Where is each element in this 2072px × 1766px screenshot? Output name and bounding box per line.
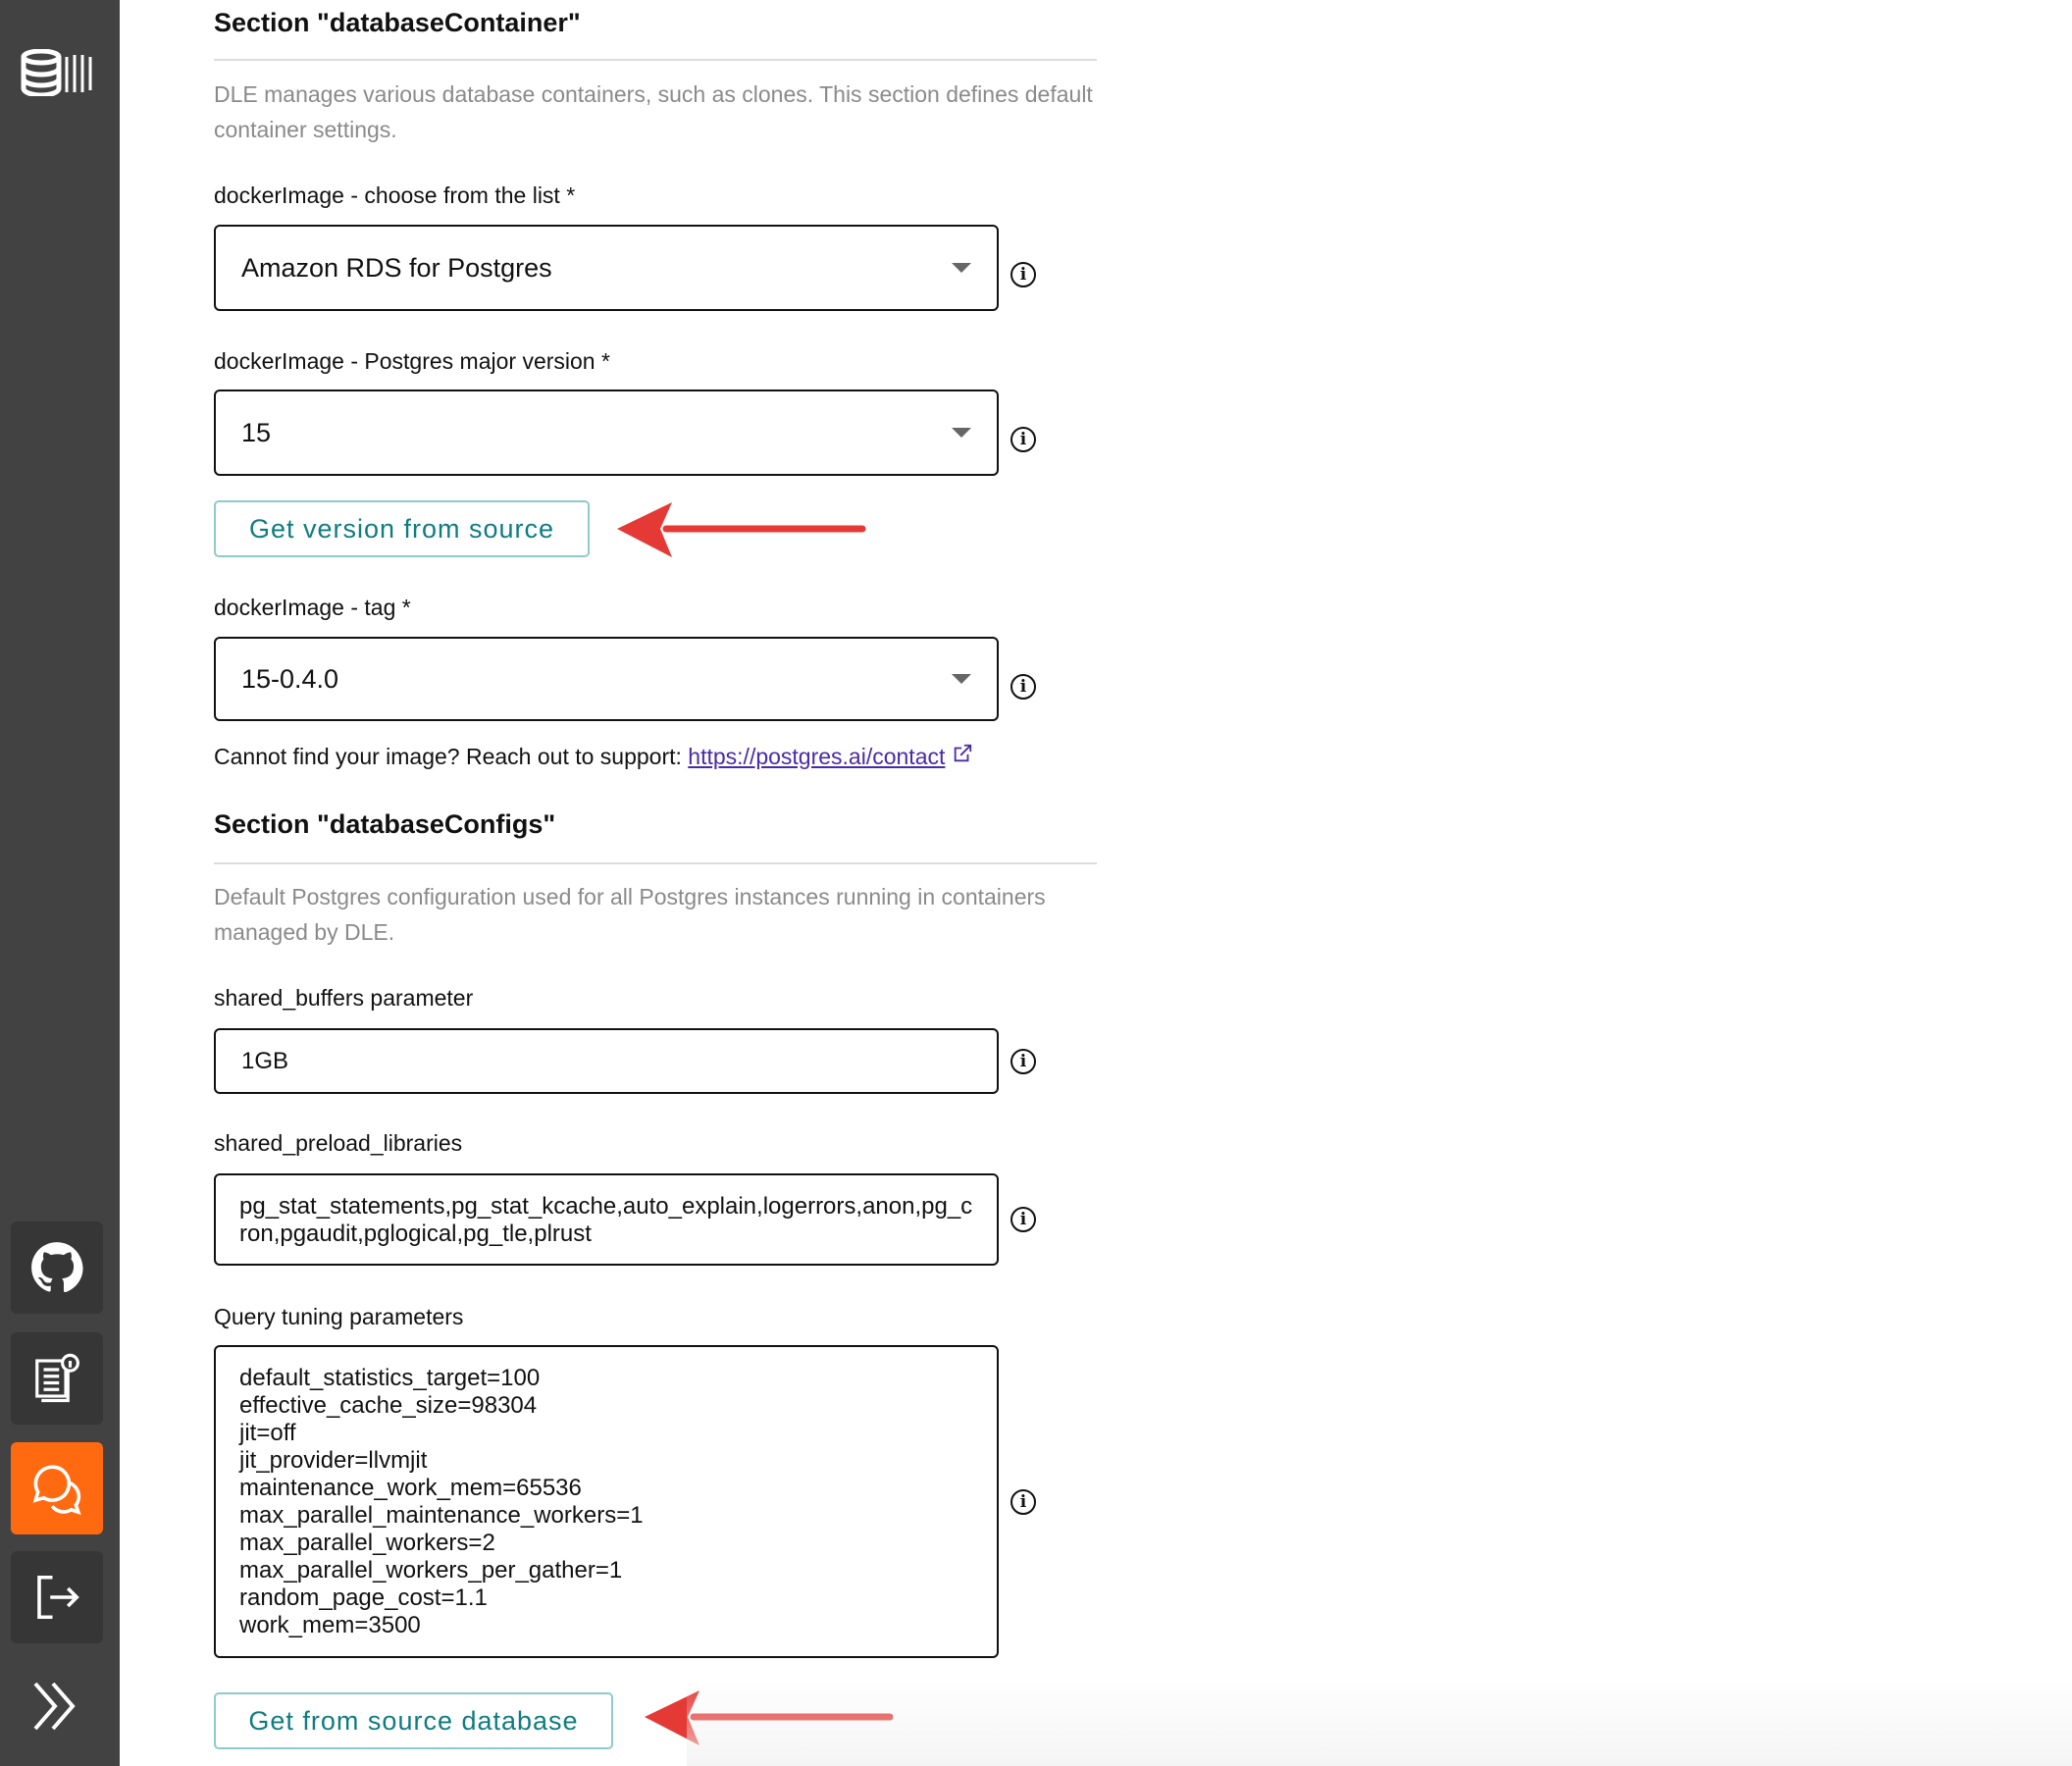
info-icon[interactable]: i — [1010, 674, 1036, 700]
section-description: Default Postgres configuration used for all Postgres instances running in containers managed by DLE. — [214, 884, 1046, 945]
info-icon[interactable]: i — [1010, 262, 1036, 287]
docker-image-label: dockerImage - choose from the list * — [214, 182, 576, 208]
info-icon[interactable]: i — [1010, 427, 1036, 452]
divider — [214, 862, 1097, 864]
major-version-label: dockerImage - Postgres major version * — [214, 348, 610, 374]
chat-button[interactable] — [11, 1442, 103, 1534]
section-description: DLE manages various database containers, such as clones. This section defines default container settings. — [214, 81, 1093, 142]
bottom-fade — [687, 1678, 2072, 1766]
docs-icon — [30, 1352, 83, 1405]
major-version-value: 15 — [241, 417, 272, 447]
tag-value: 15-0.4.0 — [241, 663, 339, 694]
shared-preload-libraries-input[interactable]: pg_stat_statements,pg_stat_kcache,auto_explain,logerrors,anon,pg_cron,pgaudit,pglogical,pg_tle,plrust — [214, 1173, 999, 1266]
docker-image-select[interactable] — [214, 225, 999, 311]
section-title-database-configs: Section "databaseConfigs" — [214, 809, 556, 839]
tag-select[interactable] — [214, 637, 999, 721]
external-link-icon — [952, 743, 973, 764]
shared-buffers-input[interactable]: 1GB — [214, 1028, 999, 1094]
annotation-arrow-icon — [617, 502, 882, 561]
expand-icon[interactable] — [29, 1680, 88, 1733]
support-text — [214, 743, 973, 770]
get-version-from-source-button[interactable]: Get version from source — [214, 500, 590, 557]
github-icon — [30, 1241, 83, 1294]
query-tuning-label: Query tuning parameters — [214, 1304, 464, 1329]
chevron-down-icon — [952, 428, 971, 438]
major-version-select[interactable] — [214, 390, 999, 476]
shared-preload-libraries-label: shared_preload_libraries — [214, 1130, 463, 1156]
get-from-source-database-button[interactable]: Get from source database — [214, 1692, 613, 1749]
query-tuning-textarea[interactable]: default_statistics_target=100 effective_cache_size=98304 jit=off jit_provider=llvmjit maintenance_work_mem=65536 max_parallel_maintenance_workers=1 max_parallel_workers=2 max_parallel_workers_per_gather=1 random_page_cost=1.1 work_mem=3500 — [214, 1345, 999, 1658]
section-title-database-container: Section "databaseContainer" — [214, 8, 581, 37]
sidebar — [0, 0, 120, 1766]
chevron-down-icon — [952, 263, 971, 273]
database-logo-icon[interactable] — [20, 49, 94, 96]
info-icon[interactable]: i — [1010, 1049, 1036, 1074]
docker-image-value: Amazon RDS for Postgres — [241, 252, 552, 283]
support-link[interactable]: https://postgres.ai/contact — [688, 744, 946, 769]
divider — [214, 59, 1097, 61]
chat-icon — [28, 1460, 85, 1517]
tag-label: dockerImage - tag * — [214, 595, 411, 620]
chevron-down-icon — [952, 674, 971, 684]
docs-button[interactable] — [11, 1332, 103, 1425]
github-button[interactable] — [11, 1221, 103, 1314]
logout-button[interactable] — [11, 1551, 103, 1643]
shared-buffers-label: shared_buffers parameter — [214, 985, 474, 1011]
support-message: Cannot find your image? Reach out to support: — [214, 744, 689, 769]
info-icon[interactable]: i — [1010, 1207, 1036, 1232]
info-icon[interactable]: i — [1010, 1489, 1036, 1515]
logout-icon — [30, 1571, 83, 1624]
